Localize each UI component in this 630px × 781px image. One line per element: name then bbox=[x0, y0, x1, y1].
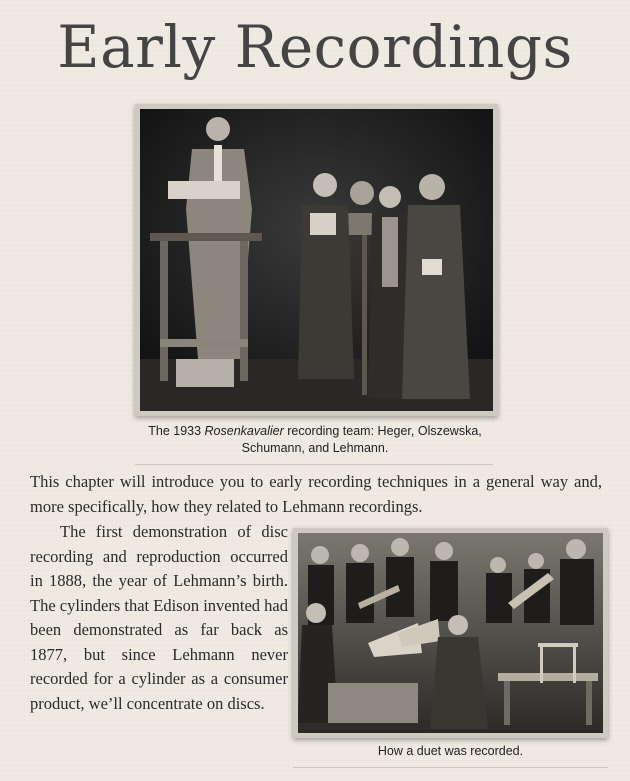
duet-recording-photo-image bbox=[298, 533, 603, 733]
intro-paragraph: This chapter will introduce you to early recording techniques in a general way and, more specifically, how they related to Lehmann recordings. bbox=[30, 472, 602, 516]
photo-duet-recording bbox=[293, 528, 608, 738]
figure2-caption: How a duet was recorded. bbox=[377, 744, 524, 758]
second-paragraph: The first demonstration of disc recording and reproduction occurred in 1888, the year of Lehmann’s birth. The cylinders that Edison invented had been demonstrated as far back as 1877, but since Lehmann never recorded for a cylinder as a consumer product, we’ll concentrate on discs. bbox=[30, 522, 288, 713]
figure1-caption-italic: Rosenkavalier bbox=[204, 424, 284, 438]
divider bbox=[135, 464, 493, 465]
figure1-caption-line2: Schumann, and Lehmann. bbox=[241, 441, 389, 455]
recording-team-photo-image bbox=[140, 109, 493, 411]
figure1-caption bbox=[120, 423, 510, 457]
figure1-caption-suffix: recording team: Heger, Olszewska, bbox=[283, 424, 482, 438]
figure1-caption-prefix: The 1933 bbox=[148, 424, 205, 438]
page-title: Early Recordings bbox=[57, 13, 573, 81]
photo-recording-team bbox=[135, 104, 498, 416]
bottom-divider bbox=[293, 767, 608, 768]
